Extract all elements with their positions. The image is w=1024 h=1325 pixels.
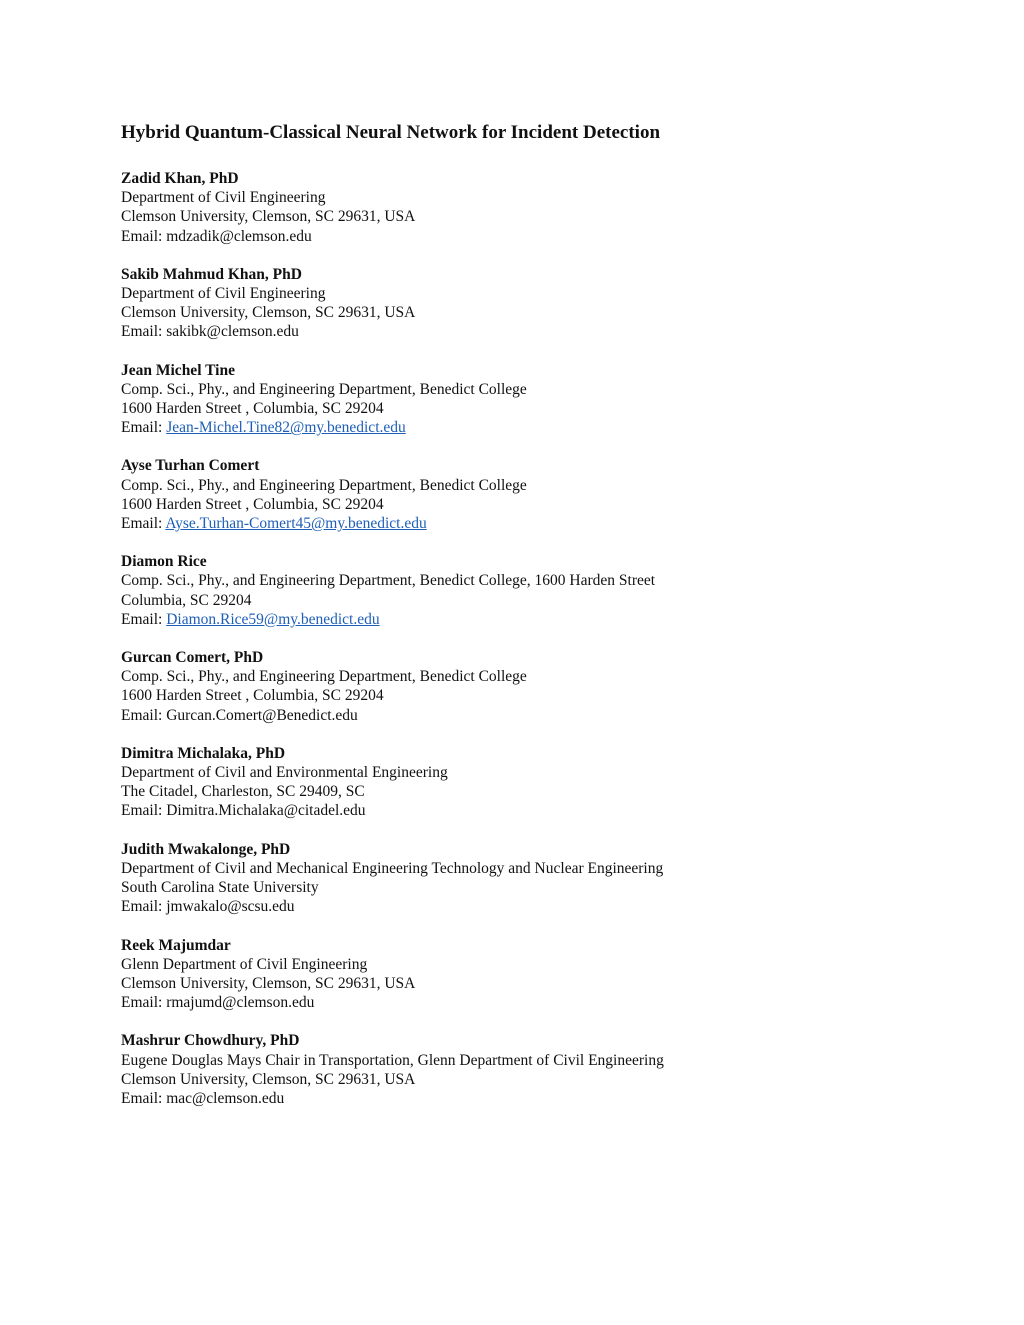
author-affiliation-line: Department of Civil and Environmental Engineering [121,764,448,782]
author-email-line [121,897,941,916]
email-address: Gurcan.Comert@Benedict.edu [166,706,358,724]
author-affiliation-line: Comp. Sci., Phy., and Engineering Department, Benedict College, 1600 Harden Street [121,572,656,590]
email-address: Dimitra.Michalaka@citadel.edu [166,802,366,820]
author-affiliation-line: Clemson University, Clemson, SC 29631, USA [121,208,416,226]
author-affiliation-line: Clemson University, Clemson, SC 29631, USA [121,1070,416,1088]
author-name: Mashrur Chowdhury, PhD [121,1032,300,1050]
email-link[interactable]: Diamon.Rice59@my.benedict.edu [166,610,380,628]
author-affiliation-line: South Carolina State University [121,879,319,897]
author-block [121,936,941,1013]
author-block [121,1031,941,1108]
author-affiliation-line: Department of Civil and Mechanical Engineering Technology and Nuclear Engineering [121,859,664,877]
email-label: Email: [121,419,167,437]
email-label: Email: [121,323,167,341]
email-label: Email: [121,706,167,724]
author-affiliation-line: Department of Civil Engineering [121,285,326,303]
email-label: Email: [121,515,166,533]
author-block [121,361,941,438]
author-block [121,744,941,821]
author-email-line [121,418,941,437]
author-affiliation-line: Eugene Douglas Mays Chair in Transportation, Glenn Department of Civil Engineering [121,1051,664,1069]
email-link[interactable]: Jean-Michel.Tine82@my.benedict.edu [166,419,406,437]
email-label: Email: [121,994,167,1012]
paper-page [121,120,941,1127]
author-name: Gurcan Comert, PhD [121,649,264,667]
email-label: Email: [121,1089,167,1107]
author-email-line [121,1089,941,1108]
author-affiliation-line: Comp. Sci., Phy., and Engineering Department, Benedict College [121,668,527,686]
email-link[interactable]: Ayse.Turhan-Comert45@my.benedict.edu [165,515,427,533]
author-affiliation-line: The Citadel, Charleston, SC 29409, SC [121,783,365,801]
email-label: Email: [121,227,167,245]
author-name: Diamon Rice [121,553,207,571]
author-affiliation-line: 1600 Harden Street , Columbia, SC 29204 [121,400,384,418]
author-block [121,840,941,917]
email-address: mdzadik@clemson.edu [166,227,312,245]
email-address: rmajumd@clemson.edu [166,994,315,1012]
author-affiliation-line: 1600 Harden Street , Columbia, SC 29204 [121,687,384,705]
author-affiliation-line: 1600 Harden Street , Columbia, SC 29204 [121,495,384,513]
author-block [121,456,941,533]
author-email-line [121,706,941,725]
author-list [121,169,941,1108]
email-label: Email: [121,898,167,916]
author-name: Judith Mwakalonge, PhD [121,840,291,858]
author-block [121,169,941,246]
author-email-line [121,610,941,629]
author-affiliation-line: Clemson University, Clemson, SC 29631, USA [121,974,416,992]
email-label: Email: [121,802,167,820]
author-name: Dimitra Michalaka, PhD [121,744,286,762]
author-affiliation-line: Comp. Sci., Phy., and Engineering Department, Benedict College [121,380,527,398]
author-affiliation-line: Columbia, SC 29204 [121,591,252,609]
author-block [121,265,941,342]
author-block [121,648,941,725]
author-email-line [121,322,941,341]
paper-title: Hybrid Quantum-Classical Neural Network for Incident Detection [121,122,661,143]
author-affiliation-line: Clemson University, Clemson, SC 29631, USA [121,304,416,322]
email-address: sakibk@clemson.edu [166,323,299,341]
email-address: mac@clemson.edu [166,1089,285,1107]
author-email-line [121,801,941,820]
email-label: Email: [121,610,167,628]
author-email-line [121,993,941,1012]
author-block [121,552,941,629]
author-name: Jean Michel Tine [121,361,235,379]
author-name: Sakib Mahmud Khan, PhD [121,265,302,283]
author-name: Ayse Turhan Comert [121,457,260,475]
author-name: Reek Majumdar [121,936,231,954]
author-affiliation-line: Comp. Sci., Phy., and Engineering Department, Benedict College [121,476,527,494]
author-email-line [121,514,941,533]
email-address: jmwakalo@scsu.edu [166,898,295,916]
author-name: Zadid Khan, PhD [121,170,239,187]
author-affiliation-line: Glenn Department of Civil Engineering [121,955,368,973]
author-email-line [121,227,941,246]
author-affiliation-line: Department of Civil Engineering [121,189,326,207]
